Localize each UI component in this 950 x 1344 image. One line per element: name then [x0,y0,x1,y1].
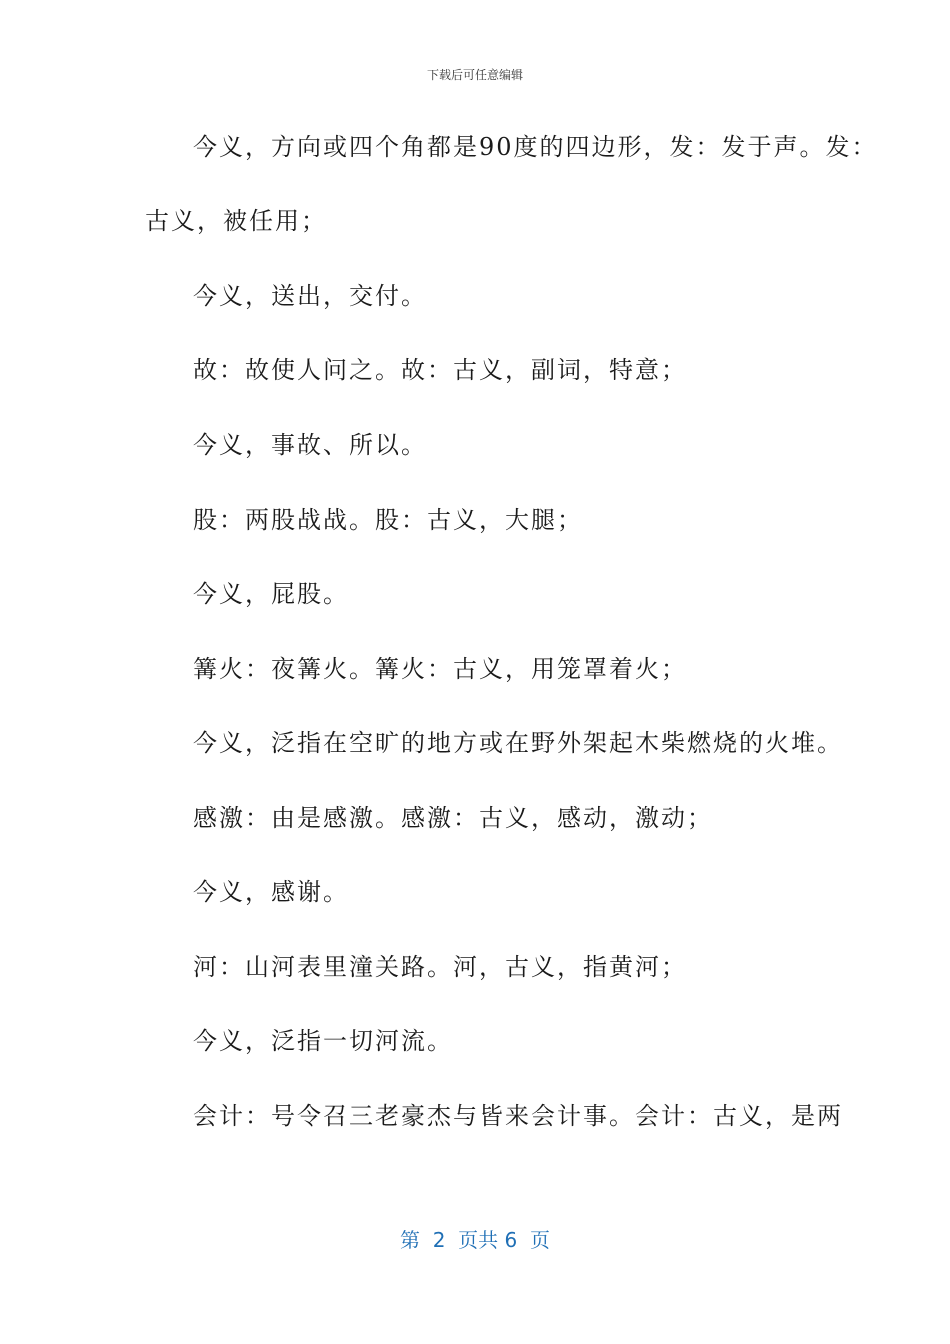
body-line-2: 古义，被任用； [145,207,327,235]
body-line-12: 河：山河表里潼关路。河，古义，指黄河； [193,953,687,981]
body-line-1: 今义，方向或四个角都是90度的四边形，发：发于声。发： [193,133,878,161]
body-line-9: 今义，泛指在空旷的地方或在野外架起木柴燃烧的火堆。 [193,729,843,757]
page-header: 下载后可任意编辑 [426,68,523,82]
body-line-10: 感激：由是感激。感激：古义，感动，激动； [193,804,713,832]
body-line-5: 今义，事故、所以。 [193,431,427,459]
body-line-3: 今义，送出，交付。 [193,282,427,310]
body-line-7: 今义，屁股。 [193,580,349,608]
body-line-14: 会计：号令召三老豪杰与皆来会计事。会计：古义，是两 [193,1102,843,1130]
body-line-4: 故：故使人问之。故：古义，副词，特意； [193,356,687,384]
body-line-6: 股：两股战战。股：古义，大腿； [193,506,583,534]
body-line-11: 今义，感谢。 [193,878,349,906]
page-number-footer: 第 2 页共 6 页 [400,1228,550,1252]
body-line-13: 今义，泛指一切河流。 [193,1027,453,1055]
body-line-8: 篝火：夜篝火。篝火：古义，用笼罩着火； [193,655,687,683]
